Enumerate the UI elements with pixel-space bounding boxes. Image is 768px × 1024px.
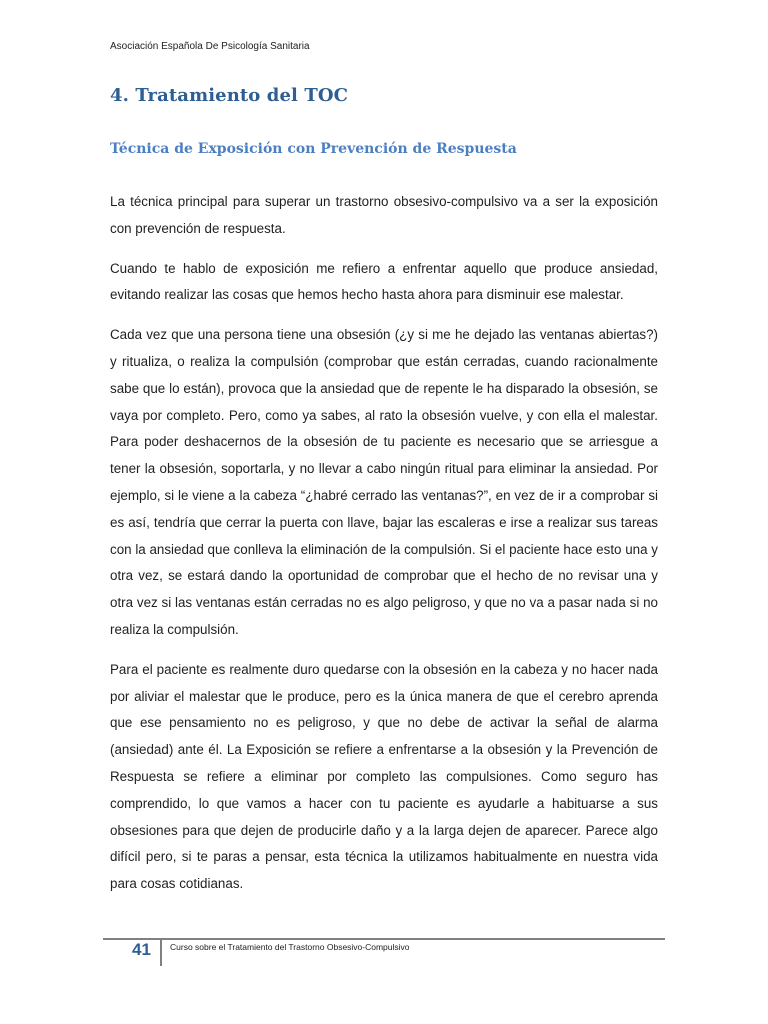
footer-divider bbox=[160, 940, 162, 966]
body-text bbox=[110, 189, 658, 911]
paragraph-1: La técnica principal para superar un trastorno obsesivo-compulsivo va a ser la exposición con prevención de respuesta. bbox=[110, 194, 658, 236]
footer-course-title: Curso sobre el Tratamiento del Trastorno Obsesivo-Compulsivo bbox=[170, 942, 410, 952]
section-title: Técnica de Exposición con Prevención de Respuesta bbox=[110, 141, 517, 157]
page-number: 41 bbox=[132, 940, 151, 959]
chapter-title: 4. Tratamiento del TOC bbox=[110, 85, 349, 106]
paragraph-2: Cuando te hablo de exposición me refiero a enfrentar aquello que produce ansiedad, evitando realizar las cosas que hemos hecho hasta ahora para disminuir ese malestar. bbox=[110, 260, 658, 303]
footer-rule bbox=[103, 938, 665, 940]
header-organization: Asociación Española De Psicología Sanitaria bbox=[110, 41, 310, 52]
paragraph-3: Cada vez que una persona tiene una obsesión (¿y si me he dejado las ventanas abiertas?) y ritualiza, o realiza la compulsión (comprobar que están cerradas, cuando racionalmente sabe que lo están), provoca que la ansiedad que de repente le ha disparado la obsesión, se vaya por completo. Pero, como ya sabes, al rato la obsesión vuelve, y con ella el malestar. Para poder deshacernos de la obsesión de tu paciente es necesario que se arriesgue a tener la obsesión, soportarla, y no llevar a cabo ningún ritual para eliminar la ansiedad. Por ejemplo, si le viene a la cabeza “¿habré cerrado las ventanas?”, en vez de ir a comprobar si es así, tendría que cerrar la puerta con llave, bajar las escaleras e irse a realizar sus tareas con la ansiedad que conlleva la eliminación de la compulsión. Si el paciente hace esto una y otra vez, se estará dando la oportunidad de comprobar que el hecho de no revisar una y otra vez si las ventanas están cerradas no es algo peligroso, y que no va a pasar nada si no realiza la compulsión. bbox=[110, 327, 658, 637]
paragraph-4: Para el paciente es realmente duro quedarse con la obsesión en la cabeza y no hacer nada por aliviar el malestar que le produce, pero es la única manera de que el cerebro aprenda que ese pensamiento no es peligroso, y que no debe de activar la señal de alarma (ansiedad) ante él. La Exposición se refiere a enfrentarse a la obsesión y la Prevención de Respuesta se refiere a eliminar por completo las compulsiones. Como seguro has comprendido, lo que vamos a hacer con tu paciente es ayudarle a habituarse a sus obsesiones para que dejen de producirle daño y a la larga dejen de aparecer. Parece algo difícil pero, si te paras a pensar, esta técnica la utilizamos habitualmente en nuestra vida para cosas cotidianas. bbox=[110, 661, 658, 892]
